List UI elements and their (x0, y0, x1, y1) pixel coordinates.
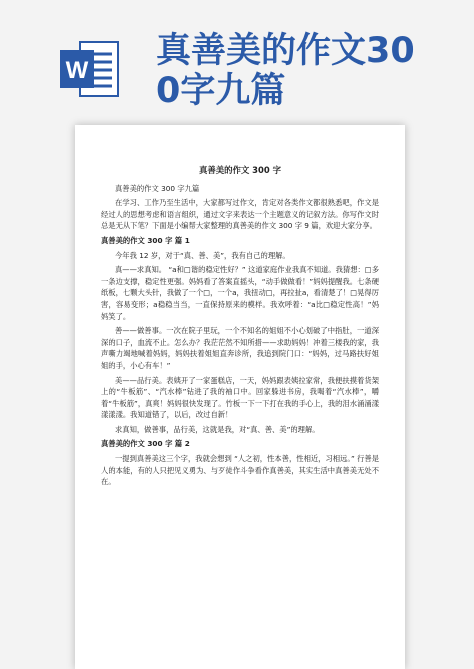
intro-paragraph: 在学习、工作乃至生活中，大家都写过作文，肯定对各类作文都很熟悉吧，作文是经过人的思想考虑和语言组织，通过文字来表达一个主题意义的记叙方法。你写作文时总是无从下笔？下面是小编帮大家整理的真善美的作文 300 字 9 篇，欢迎大家分享。 (101, 198, 379, 231)
document-page (75, 125, 405, 669)
page-title-line-1: 真善美的作文30 (156, 31, 415, 71)
paragraph: 真——求真知。 “a和□谐的稳定性好？” 这道家庭作业我真不知道。我猜想：□多一条边支撑，稳定性更强。妈妈看了答案直摇头，“动手做做看！”妈妈提醒我。七条硬纸板，七颗大头针，我做了一个□，一个a，我扭动□，再拉扯a，看清楚了！□晃得厉害，容易变形；a稳稳当当，一直保持原来的模样。我欢呼着：“a比□稳定性高！”妈妈笑了。 (101, 265, 379, 321)
banner (0, 0, 474, 125)
document-title: 真善美的作文 300 字 (199, 165, 281, 175)
document-body (101, 165, 379, 491)
page-title-line-2: 0字九篇 (156, 71, 286, 111)
paragraph: 求真知，做善事，品行美，这就是我，对“真、善、美”的理解。 (115, 424, 320, 434)
intro-heading: 真善美的作文 300 字九篇 (115, 183, 200, 193)
section-heading: 真善美的作文 300 字 篇 1 (101, 235, 190, 245)
paragraph: 善——做善事。一次在院子里玩，一个不知名的姐姐不小心划破了中指肚，一道深深的口子，血流不止。怎么办？我茫茫然不知所措——求助妈妈！冲着三楼我的家，我声嘶力竭地喊着妈妈，妈妈扶着姐姐直奔诊所，我追到院门口：“妈妈，过马路扶好姐姐的手，小心有车！” (101, 326, 379, 370)
paragraph: 一提到真善美这三个字，我就会想到 “人之初，性本善，性相近，习相远。” 行善是人的本能，有的人只把见义勇为、与歹徒作斗争看作真善美，其实生活中真善美无处不在。 (101, 454, 379, 487)
paragraph: 美——品行美。表姨开了一家蛋糕店，一天，妈妈跟表姨拉家常，我便扶摸着货架上的“牛板筋”、“汽水棒”钻进了我的袖口中。回家躲进书房，我喝着“汽水棒”，嚼着“牛板筋”，真爽！妈妈很快发现了。竹板一下一下打在我的手心上，我的泪水涌涌漾漾漾漾。我知道错了，以后，改过自新！ (101, 375, 379, 420)
paragraph: 今年我 12 岁，对于“真、善、美”，我有自己的理解。 (115, 250, 290, 260)
section-heading: 真善美的作文 300 字 篇 2 (101, 439, 190, 449)
word-doc-icon (58, 38, 120, 100)
svg-text:W: W (65, 57, 89, 84)
